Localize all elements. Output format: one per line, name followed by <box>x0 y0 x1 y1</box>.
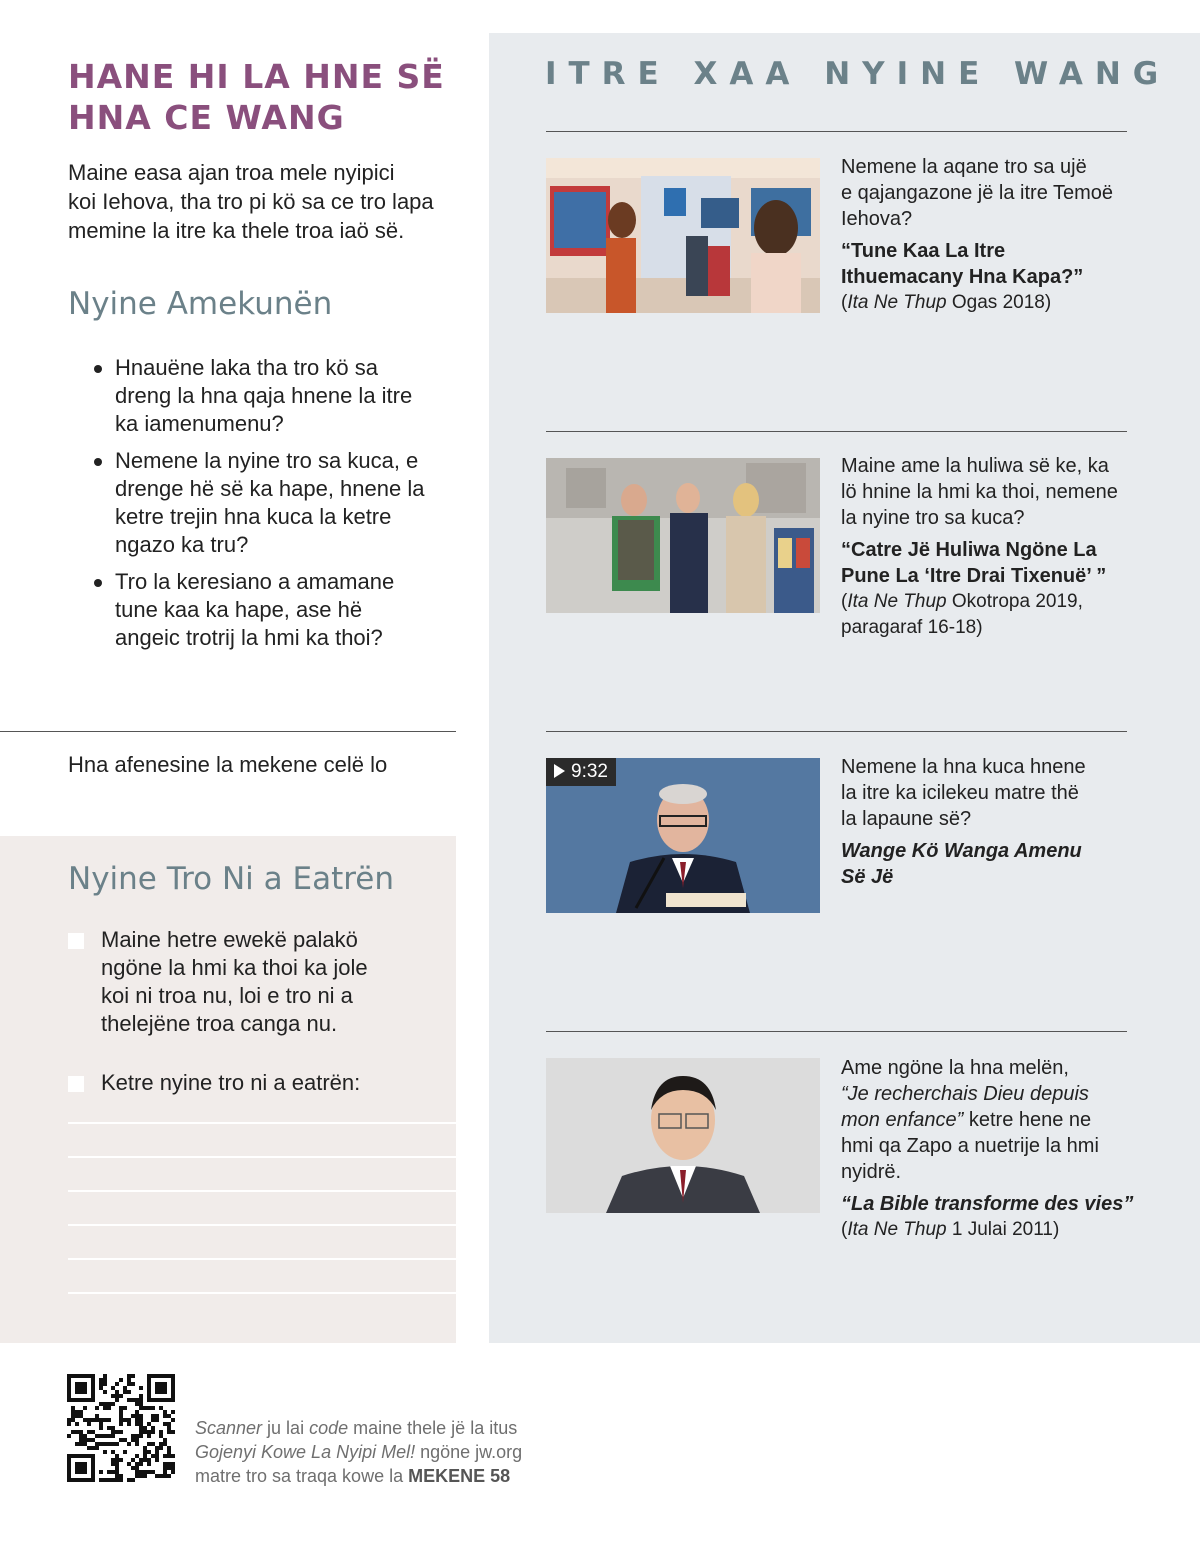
bookstore-scene-image[interactable] <box>546 158 820 313</box>
goal-item: Ketre nyine tro ni a eatrën: <box>68 1069 458 1097</box>
question-item: Hnauëne laka tha tro kö sa dreng la hna qaja hnene la itre ka iamenumenu? <box>92 354 452 438</box>
article-link[interactable]: “Catre Jë Huliwa Ngöne La Pune La ‘Itre Drai Tixenuë’ ” <box>841 539 1107 587</box>
video-link[interactable]: Wange Kö Wanga Amenu Së Jë <box>841 840 1082 888</box>
goal-item: Maine hetre ewekë palakö ngöne la hmi ka thoi ka jole koi ni troa nu, loi e tro ni a thelejëne troa canga nu. <box>68 926 458 1038</box>
footer-note: Scanner ju lai code maine thele jë la itus Gojenyi Kowe La Nyipi Mel! ngöne jw.org matre tro sa traqa kowe la MEKENE 58 <box>195 1418 523 1486</box>
goal-checkbox[interactable] <box>68 933 84 949</box>
writing-line[interactable] <box>68 1190 456 1192</box>
writing-line[interactable] <box>68 1224 456 1226</box>
article-link[interactable]: “La Bible transforme des vies” <box>841 1193 1134 1215</box>
source-citation: (Ita Ne Thup Ogas 2018) <box>841 292 1052 313</box>
question-list <box>92 354 452 661</box>
questions-heading: Nyine Amekunën <box>68 286 333 322</box>
related-item-1: Nemene la aqane tro sa ujë e qajangazone jë la itre Temoë Iehova? “Tune Kaa La Itre Ithuemacany Hna Kapa?” (Ita Ne Thup Ogas 2018) <box>841 154 1141 316</box>
writing-line[interactable] <box>68 1122 456 1124</box>
source-citation: (Ita Ne Thup 1 Julai 2011) <box>841 1219 1060 1240</box>
play-icon <box>554 764 565 778</box>
source-citation: (Ita Ne Thup Okotropa 2019, <box>841 591 1083 612</box>
writing-line[interactable] <box>68 1258 456 1260</box>
intro-paragraph: Maine easa ajan troa mele nyipici koi Iehova, tha tro pi kö sa ce tro lapa memine la itre ka thele troa iaö së. <box>68 160 434 243</box>
writing-line[interactable] <box>68 1292 456 1294</box>
related-item-4: Ame ngöne la hna melën, “Je recherchais Dieu depuis mon enfance” ketre hene ne hmi qa Zapo a nuetrije la hmi nyidrë. “La Bible transforme des vies” (Ita Ne Thup 1 Julai 2011) <box>841 1055 1141 1243</box>
completion-date-label: Hna afenesine la mekene celë lo <box>68 752 388 777</box>
speaker-video-image[interactable] <box>546 758 820 913</box>
page-title: HANE HI LA HNE SË HNA CE WANG <box>68 57 445 137</box>
portrait-man-image[interactable] <box>546 1058 820 1213</box>
goals-heading: Nyine Tro Ni a Eatrën <box>68 861 395 897</box>
item-divider <box>546 431 1127 432</box>
article-link[interactable]: “Tune Kaa La Itre Ithuemacany Hna Kapa?” <box>841 240 1084 288</box>
question-item: Tro la keresiano a amamane tune kaa ka hape, ase hë angeic trotrij la hmi ka thoi? <box>92 568 452 652</box>
related-item-3: Nemene la hna kuca hnene la itre ka icilekeu matre thë la lapaune së? Wange Kö Wanga Amenu Së Jë <box>841 754 1141 890</box>
further-study-title: ITRE XAA NYINE WANG <box>545 56 1171 92</box>
qr-code-icon[interactable] <box>67 1374 175 1482</box>
item-divider <box>546 131 1127 132</box>
writing-line[interactable] <box>68 1156 456 1158</box>
street-witnessing-image[interactable] <box>546 458 820 613</box>
item-divider <box>546 1031 1127 1032</box>
section-divider <box>0 731 456 732</box>
video-duration-badge: 9:32 <box>546 758 616 786</box>
related-item-2: Maine ame la huliwa së ke, ka lö hnine la hmi ka thoi, nemene la nyine tro sa kuca? “Catre Jë Huliwa Ngöne La Pune La ‘Itre Drai Tixenuë’ ” (Ita Ne Thup Okotropa 2019, paragaraf 16-18) <box>841 453 1141 641</box>
goal-checkbox[interactable] <box>68 1076 84 1092</box>
item-divider <box>546 731 1127 732</box>
question-item: Nemene la nyine tro sa kuca, e drenge hë së ka hape, hnene la ketre trejin hna kuca la ketre ngazo ka tru? <box>92 447 452 559</box>
